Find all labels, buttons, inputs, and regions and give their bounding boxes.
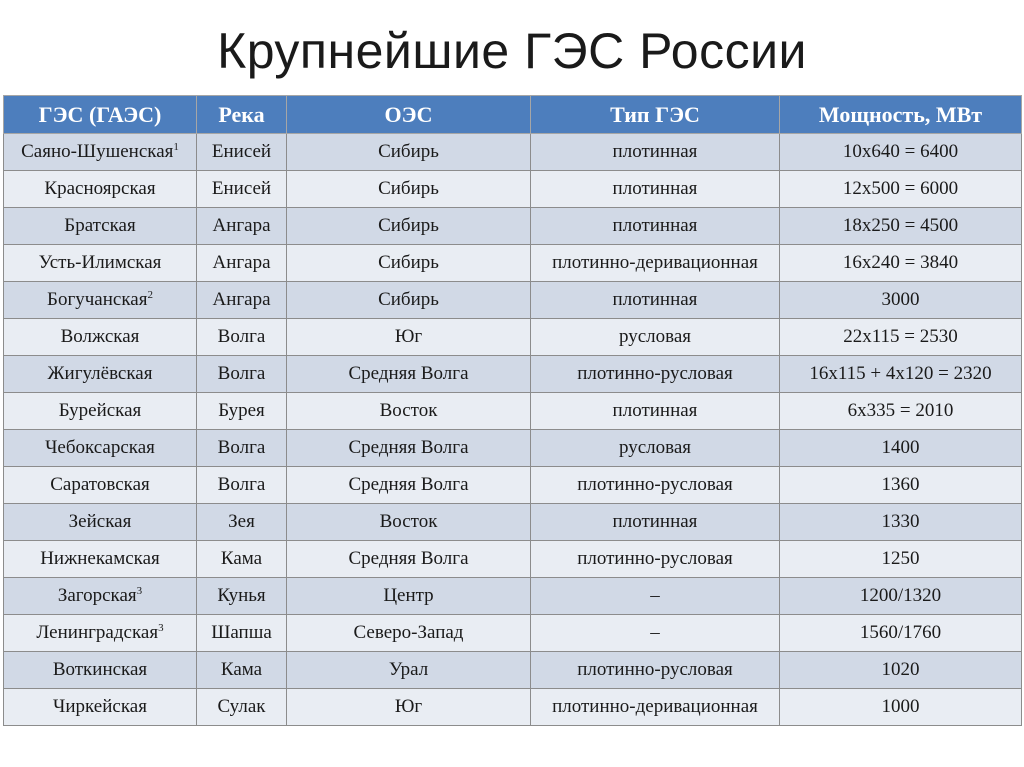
cell-power <box>780 134 1022 171</box>
cell-plant-type <box>531 319 780 356</box>
cell-power-text: 6х335 = 2010 <box>847 400 954 421</box>
cell-plant-name <box>4 689 197 726</box>
cell-river <box>197 134 287 171</box>
cell-oes-text: Сибирь <box>378 178 439 199</box>
cell-river-text: Кама <box>220 659 263 680</box>
table-row <box>4 356 1022 393</box>
cell-plant-name-text: Бурейская <box>58 400 142 421</box>
cell-river <box>197 689 287 726</box>
cell-plant-name <box>4 578 197 615</box>
cell-power <box>780 393 1022 430</box>
cell-river <box>197 504 287 541</box>
cell-river <box>197 245 287 282</box>
cell-plant-name-text: Саратовская <box>50 474 150 495</box>
cell-power <box>780 245 1022 282</box>
cell-river <box>197 208 287 245</box>
cell-oes <box>287 467 531 504</box>
cell-plant-type <box>531 208 780 245</box>
cell-plant-type-text: плотинно-деривационная <box>552 252 758 273</box>
cell-plant-name-text: Усть-Илимская <box>38 252 162 273</box>
cell-river <box>197 282 287 319</box>
table-row <box>4 652 1022 689</box>
cell-plant-type <box>531 171 780 208</box>
cell-river <box>197 356 287 393</box>
cell-plant-name <box>4 282 197 319</box>
cell-power <box>780 171 1022 208</box>
table-row <box>4 393 1022 430</box>
cell-plant-name <box>4 245 197 282</box>
cell-power-text: 16х115 + 4х120 = 2320 <box>809 363 992 384</box>
cell-plant-name-text: Богучанская <box>47 289 148 310</box>
cell-plant-type <box>531 393 780 430</box>
cell-power <box>780 208 1022 245</box>
column-header-river: Река <box>197 96 287 134</box>
column-header-power: Мощность, МВт <box>780 96 1022 134</box>
cell-plant-type-text: плотинно-русловая <box>577 659 733 680</box>
cell-oes-text: Юг <box>394 326 423 347</box>
cell-plant-type-text: плотинная <box>612 511 698 532</box>
cell-oes <box>287 652 531 689</box>
cell-plant-name <box>4 467 197 504</box>
cell-plant-name-text: Чиркейская <box>53 696 147 717</box>
cell-power-text: 1020 <box>881 659 920 680</box>
cell-plant-type-text: – <box>650 622 660 643</box>
cell-plant-type <box>531 652 780 689</box>
table-row <box>4 467 1022 504</box>
cell-plant-type <box>531 504 780 541</box>
table-row <box>4 541 1022 578</box>
table-row <box>4 282 1022 319</box>
cell-oes-text: Средняя Волга <box>348 363 469 384</box>
cell-oes <box>287 393 531 430</box>
table-row <box>4 245 1022 282</box>
table-body <box>4 134 1022 726</box>
cell-river <box>197 578 287 615</box>
cell-plant-name <box>4 541 197 578</box>
cell-river-text: Зея <box>228 511 255 532</box>
cell-river-text: Кама <box>220 548 263 569</box>
cell-river-text: Волга <box>217 363 266 384</box>
cell-power-text: 1560/1760 <box>859 622 942 643</box>
cell-power <box>780 689 1022 726</box>
cell-power-text: 12х500 = 6000 <box>842 178 959 199</box>
cell-power-text: 1330 <box>881 511 920 532</box>
cell-oes <box>287 245 531 282</box>
cell-plant-name-text: Братская <box>64 215 136 236</box>
cell-power-text: 1250 <box>881 548 920 569</box>
cell-oes <box>287 615 531 652</box>
cell-plant-name <box>4 319 197 356</box>
cell-river-text: Ангара <box>212 252 271 273</box>
cell-power-text: 22х115 = 2530 <box>843 326 958 347</box>
cell-plant-name-text: Саяно-Шушенская <box>21 141 174 162</box>
cell-power <box>780 615 1022 652</box>
cell-oes-text: Северо-Запад <box>353 622 464 643</box>
cell-river-text: Енисей <box>211 141 272 162</box>
cell-plant-type <box>531 467 780 504</box>
cell-plant-name <box>4 430 197 467</box>
cell-plant-name <box>4 504 197 541</box>
cell-plant-type <box>531 282 780 319</box>
cell-power <box>780 504 1022 541</box>
table-row <box>4 134 1022 171</box>
table-row <box>4 615 1022 652</box>
cell-plant-name <box>4 356 197 393</box>
cell-plant-name <box>4 615 197 652</box>
cell-oes <box>287 319 531 356</box>
table-row <box>4 504 1022 541</box>
cell-plant-type-text: плотинная <box>612 400 698 421</box>
cell-river <box>197 393 287 430</box>
cell-plant-name-text: Красноярская <box>44 178 156 199</box>
cell-plant-type-text: плотинно-деривационная <box>552 696 758 717</box>
cell-river <box>197 467 287 504</box>
cell-river <box>197 652 287 689</box>
cell-plant-name-text: Волжская <box>60 326 140 347</box>
cell-plant-type <box>531 356 780 393</box>
cell-plant-name-text: Загорская <box>57 585 137 606</box>
cell-oes <box>287 134 531 171</box>
table-row <box>4 578 1022 615</box>
cell-plant-name-text: Жигулёвская <box>47 363 153 384</box>
column-header-oes: ОЭС <box>287 96 531 134</box>
cell-plant-type-text: русловая <box>618 437 692 458</box>
cell-plant-type-text: плотинная <box>612 289 698 310</box>
cell-plant-type-text: плотинно-русловая <box>577 548 733 569</box>
cell-oes-text: Сибирь <box>378 141 439 162</box>
cell-plant-name <box>4 208 197 245</box>
cell-power <box>780 430 1022 467</box>
cell-plant-name <box>4 393 197 430</box>
footnote-marker: 3 <box>136 585 143 597</box>
cell-power <box>780 541 1022 578</box>
cell-plant-type-text: плотинно-русловая <box>577 474 733 495</box>
cell-plant-type-text: – <box>650 585 660 606</box>
column-header-type: Тип ГЭС <box>531 96 780 134</box>
cell-oes-text: Сибирь <box>378 289 439 310</box>
cell-plant-name-text: Ленинградская <box>36 622 159 643</box>
cell-river <box>197 319 287 356</box>
cell-oes-text: Сибирь <box>378 215 439 236</box>
cell-plant-type <box>531 430 780 467</box>
cell-plant-type <box>531 134 780 171</box>
cell-oes-text: Восток <box>379 400 438 421</box>
cell-plant-type <box>531 245 780 282</box>
cell-oes <box>287 430 531 467</box>
cell-plant-type-text: плотинно-русловая <box>577 363 733 384</box>
cell-power-text: 1400 <box>881 437 920 458</box>
cell-power-text: 10х640 = 6400 <box>842 141 959 162</box>
table-row <box>4 430 1022 467</box>
cell-plant-name-text: Зейская <box>68 511 132 532</box>
cell-plant-name-text: Нижнекамская <box>40 548 160 569</box>
cell-oes-text: Средняя Волга <box>348 474 469 495</box>
cell-oes-text: Средняя Волга <box>348 548 469 569</box>
cell-oes <box>287 689 531 726</box>
cell-river-text: Кунья <box>217 585 266 606</box>
cell-power <box>780 319 1022 356</box>
cell-oes <box>287 356 531 393</box>
cell-river-text: Сулак <box>217 696 266 717</box>
cell-river-text: Бурея <box>218 400 265 421</box>
cell-plant-name <box>4 652 197 689</box>
cell-river <box>197 171 287 208</box>
cell-river-text: Енисей <box>211 178 272 199</box>
cell-plant-name <box>4 171 197 208</box>
cell-plant-type <box>531 578 780 615</box>
cell-river-text: Шапша <box>211 622 272 643</box>
cell-plant-type-text: плотинная <box>612 178 698 199</box>
cell-river-text: Волга <box>217 326 266 347</box>
cell-oes-text: Восток <box>379 511 438 532</box>
footnote-marker: 1 <box>173 141 179 153</box>
hydro-plants-table <box>3 95 1022 726</box>
cell-oes-text: Центр <box>383 585 434 606</box>
cell-river-text: Волга <box>217 474 266 495</box>
cell-plant-type <box>531 689 780 726</box>
cell-power-text: 1000 <box>881 696 920 717</box>
cell-oes <box>287 504 531 541</box>
cell-oes <box>287 171 531 208</box>
cell-plant-type-text: плотинная <box>612 215 698 236</box>
table-row <box>4 319 1022 356</box>
page-title: Крупнейшие ГЭС России <box>217 23 807 79</box>
cell-power-text: 18х250 = 4500 <box>842 215 959 236</box>
cell-plant-type <box>531 615 780 652</box>
cell-plant-name <box>4 134 197 171</box>
cell-power-text: 1200/1320 <box>859 585 942 606</box>
table-row <box>4 208 1022 245</box>
table-header-row <box>4 96 1022 134</box>
cell-power-text: 3000 <box>881 289 920 310</box>
cell-oes <box>287 208 531 245</box>
cell-oes-text: Урал <box>388 659 429 680</box>
cell-plant-type <box>531 541 780 578</box>
cell-power <box>780 467 1022 504</box>
cell-oes <box>287 282 531 319</box>
column-header-plant: ГЭС (ГАЭС) <box>4 96 197 134</box>
footnote-marker: 3 <box>158 622 164 634</box>
table-row <box>4 689 1022 726</box>
cell-plant-name-text: Воткинская <box>52 659 148 680</box>
cell-oes-text: Юг <box>394 696 423 717</box>
cell-river <box>197 615 287 652</box>
cell-river-text: Волга <box>217 437 266 458</box>
cell-power <box>780 356 1022 393</box>
cell-power <box>780 652 1022 689</box>
cell-river-text: Ангара <box>212 289 271 310</box>
table-row <box>4 171 1022 208</box>
cell-oes <box>287 541 531 578</box>
footnote-marker: 2 <box>147 289 153 301</box>
cell-oes <box>287 578 531 615</box>
cell-oes-text: Средняя Волга <box>348 437 469 458</box>
cell-power-text: 16х240 = 3840 <box>842 252 959 273</box>
cell-plant-name-text: Чебоксарская <box>45 437 155 458</box>
cell-power <box>780 578 1022 615</box>
cell-river <box>197 541 287 578</box>
cell-river <box>197 430 287 467</box>
cell-plant-type-text: плотинная <box>612 141 698 162</box>
cell-oes-text: Сибирь <box>378 252 439 273</box>
cell-power <box>780 282 1022 319</box>
cell-river-text: Ангара <box>212 215 271 236</box>
cell-plant-type-text: русловая <box>618 326 692 347</box>
cell-power-text: 1360 <box>881 474 920 495</box>
